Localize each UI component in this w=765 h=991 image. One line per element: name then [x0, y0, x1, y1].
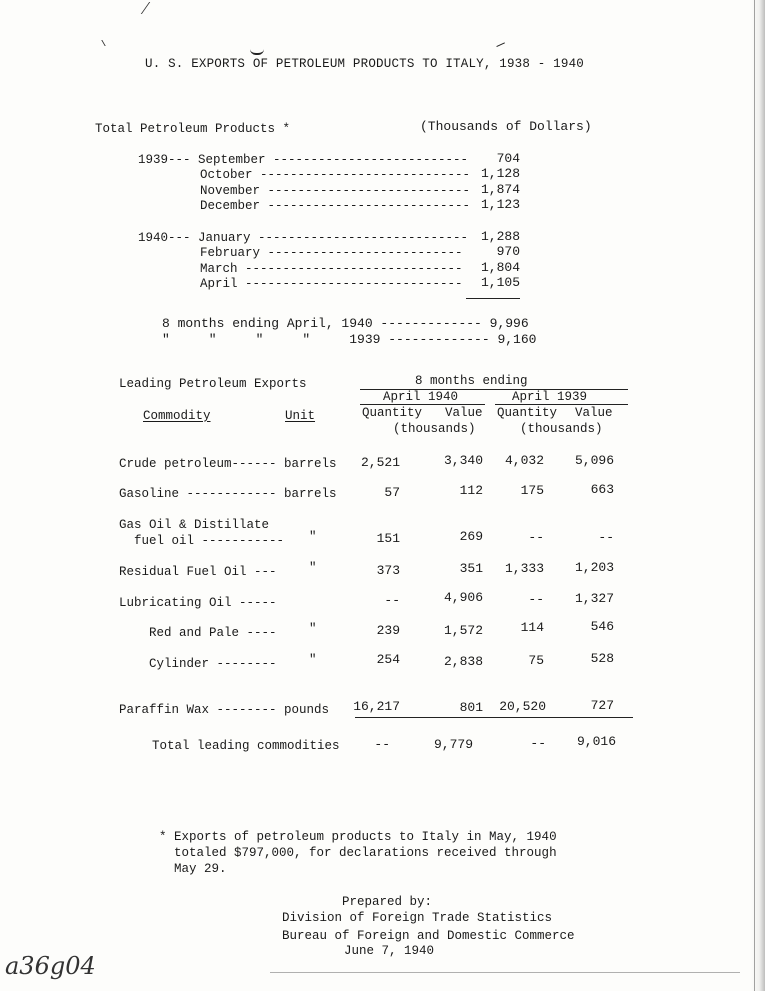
- cell-unit: ": [309, 530, 317, 544]
- cell-quantity-1940: 373: [376, 563, 400, 578]
- cell-quantity-1940: 16,217: [353, 699, 400, 714]
- cell-quantity-1939: 114: [520, 620, 544, 635]
- month-value: 970: [496, 244, 520, 259]
- cell-quantity-1940: --: [384, 593, 400, 608]
- cell-quantity-1939: 1,333: [504, 561, 544, 576]
- cell-value-1940: 351: [459, 561, 483, 576]
- scan-mark: [496, 42, 506, 50]
- month-line: November ---------------------------: [200, 184, 471, 198]
- scan-mark: [131, 2, 150, 14]
- cell-quantity-1939: 175: [520, 483, 544, 498]
- prepared-date: June 7, 1940: [344, 944, 435, 958]
- cell-value-1939: 1,203: [574, 560, 614, 575]
- cell-quantity-1940: 2,521: [360, 455, 400, 470]
- cell-quantity-1940: --: [374, 737, 390, 752]
- cell-quantity-1939: 75: [528, 653, 544, 668]
- row-label: Gas Oil & Distillate: [119, 518, 270, 532]
- cell-quantity-1940: 254: [376, 652, 400, 667]
- prepared-by: Prepared by:: [342, 895, 433, 909]
- page-title: U. S. EXPORTS OF PETROLEUM PRODUCTS TO ITALY, 1938 - 1940: [145, 57, 584, 71]
- year-header: April 1939: [512, 390, 588, 404]
- prepared-division: Division of Foreign Trade Statistics: [282, 911, 553, 925]
- scan-mark: [250, 49, 264, 55]
- total-label: Total leading commodities: [152, 739, 340, 753]
- summary-line: 8 months ending April, 1940 ------------- 9,996: [162, 316, 529, 331]
- month-value: 1,128: [480, 166, 520, 181]
- row-label: Cylinder --------: [119, 657, 277, 671]
- cell-value-1939: 727: [590, 698, 614, 713]
- footnote-line: May 29.: [159, 862, 227, 876]
- section-heading: Total Petroleum Products *: [95, 122, 291, 136]
- thousands-label: (thousands): [520, 422, 603, 436]
- cell-value-1939: 663: [590, 482, 614, 497]
- month-line: March -----------------------------: [200, 262, 463, 276]
- month-line: October ----------------------------: [200, 168, 471, 182]
- month-value: 1,804: [480, 260, 520, 275]
- month-line: February --------------------------: [200, 246, 463, 260]
- month-line: 1940--- January ----------------------------: [138, 231, 469, 245]
- cell-value-1940: 1,572: [443, 623, 483, 638]
- month-line: December ---------------------------: [200, 199, 471, 213]
- footnote-line: totaled $797,000, for declarations received through: [159, 846, 557, 860]
- cell-value-1939: 9,016: [576, 734, 616, 749]
- month-value: 1,288: [480, 229, 520, 244]
- month-line: 1939--- September --------------------------: [138, 153, 469, 167]
- cell-value-1940: 801: [459, 700, 483, 715]
- row-label-continued: fuel oil -----------: [119, 534, 285, 548]
- cell-value-1940: 4,906: [443, 590, 483, 605]
- month-line: April -----------------------------: [200, 277, 463, 291]
- cell-quantity-1940: 151: [376, 531, 400, 546]
- scan-bottom-line: [270, 972, 740, 973]
- cell-value-1940: 3,340: [443, 453, 483, 468]
- cell-quantity-1940: 57: [384, 485, 400, 500]
- thousands-label: (thousands): [393, 422, 476, 436]
- month-value: 1,874: [480, 182, 520, 197]
- cell-value-1939: 1,327: [574, 591, 614, 606]
- summary-line: " " " " 1939 ------------- 9,160: [162, 332, 537, 347]
- cell-quantity-1939: 20,520: [499, 699, 546, 714]
- column-header-unit: Unit: [285, 409, 316, 423]
- cell-value-1940: 269: [459, 529, 483, 544]
- cell-unit: ": [309, 622, 317, 636]
- row-label: Red and Pale ----: [119, 626, 277, 640]
- cell-quantity-1939: --: [530, 736, 546, 751]
- column-header-commodity: Commodity: [143, 409, 211, 423]
- row-label: Paraffin Wax -------- pounds: [119, 703, 330, 717]
- cell-unit: ": [309, 653, 317, 667]
- year-header: April 1940: [383, 390, 459, 404]
- month-value: 1,105: [480, 275, 520, 290]
- period-header: 8 months ending: [415, 374, 528, 388]
- cell-value-1940: 2,838: [443, 654, 483, 669]
- cell-value-1939: 528: [590, 651, 614, 666]
- cell-quantity-1939: --: [528, 592, 544, 607]
- prepared-bureau: Bureau of Foreign and Domestic Commerce: [282, 929, 575, 943]
- footnote-line: * Exports of petroleum products to Italy in May, 1940: [159, 830, 557, 844]
- cell-value-1940: 112: [459, 483, 483, 498]
- handwritten-id: a36g04: [5, 952, 96, 980]
- column-header-value: Value: [575, 406, 613, 420]
- sum-rule: [466, 298, 520, 299]
- row-label: Crude petroleum------ barrels: [119, 457, 337, 471]
- row-label: Lubricating Oil -----: [119, 596, 277, 610]
- cell-unit: ": [309, 561, 317, 575]
- cell-value-1940: 9,779: [433, 737, 473, 752]
- row-label: Gasoline ------------ barrels: [119, 487, 337, 501]
- total-rule: [355, 717, 633, 718]
- cell-value-1939: 5,096: [574, 453, 614, 468]
- cell-value-1939: --: [598, 530, 614, 545]
- column-header-quantity: Quantity: [362, 406, 423, 420]
- scan-mark: [101, 40, 109, 46]
- column-header-value: Value: [445, 406, 483, 420]
- cell-quantity-1940: 239: [376, 623, 400, 638]
- cell-value-1939: 546: [590, 619, 614, 634]
- section-heading: Leading Petroleum Exports: [119, 377, 307, 391]
- month-value: 1,123: [480, 197, 520, 212]
- cell-quantity-1939: 4,032: [504, 453, 544, 468]
- column-header-quantity: Quantity: [497, 406, 558, 420]
- month-value: 704: [496, 151, 520, 166]
- scan-edge-line: [754, 0, 755, 991]
- cell-quantity-1939: --: [528, 530, 544, 545]
- row-label: Residual Fuel Oil ---: [119, 565, 277, 579]
- units-label: (Thousands of Dollars): [420, 119, 592, 134]
